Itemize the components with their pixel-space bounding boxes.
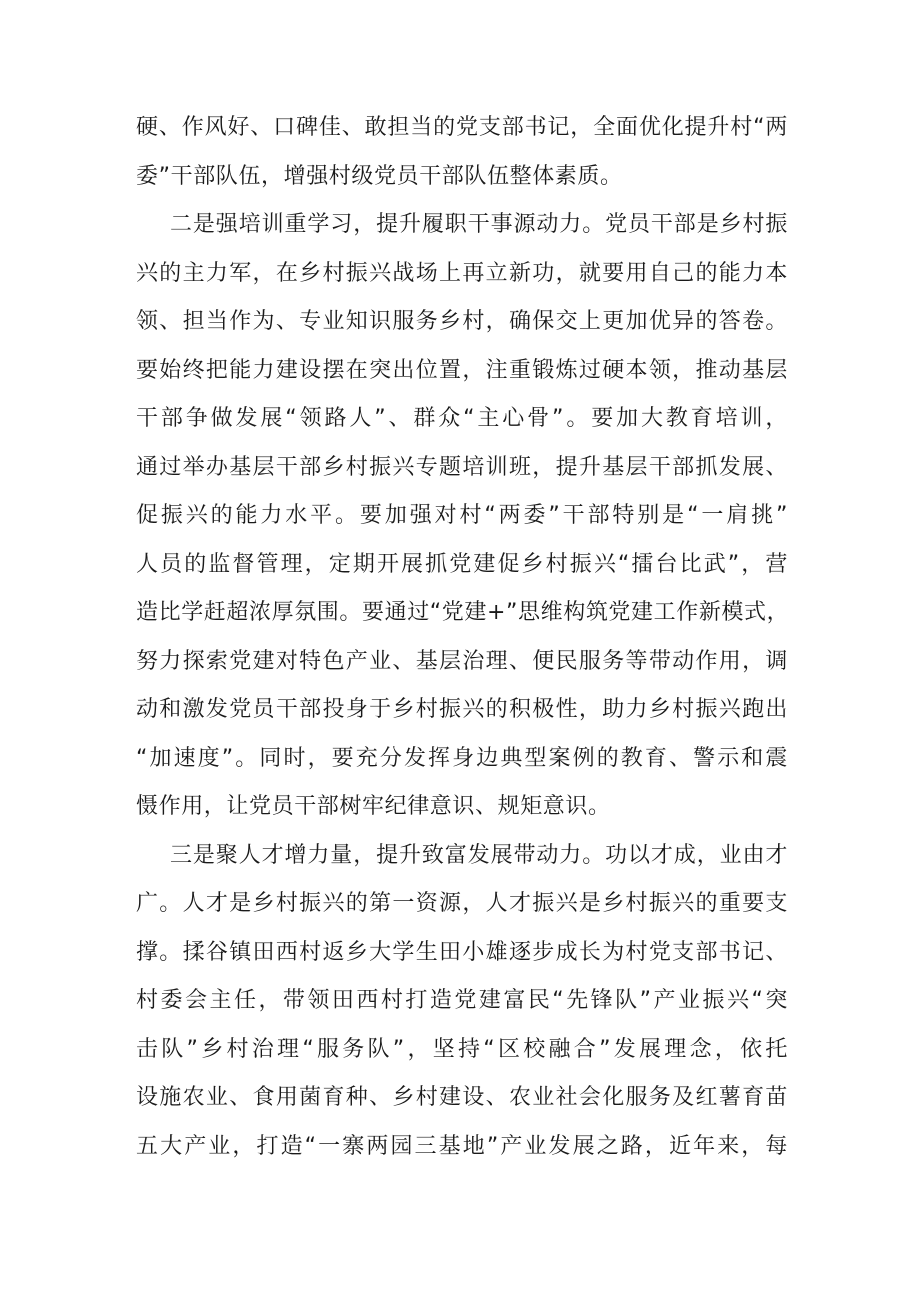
text-line: 硬、作风好、口碑佳、敢担当的党支部书记，全面优化提升村“两: [136, 115, 788, 140]
text-line: 二是强培训重学习，提升履职干事源动力。党员干部是乡村振: [170, 212, 788, 237]
text-line: 兴的主力军，在乡村振兴战场上再立新功，就要用自己的能力本: [136, 260, 788, 286]
text-line: 通过举办基层干部乡村振兴专题培训班，提升基层干部抓发展、: [136, 454, 788, 480]
document-body: [136, 104, 788, 1171]
text-line: 设施农业、食用菌育种、乡村建设、农业社会化服务及红薯育苗: [136, 1085, 788, 1110]
text-line: 干部争做发展“领路人”、群众“主心骨”。要加大教育培训，: [136, 406, 788, 431]
text-line: “加速度”。同时，要充分发挥身边典型案例的教育、警示和震: [136, 745, 788, 771]
text-line: 努力探索党建对特色产业、基层治理、便民服务等带动作用，调: [136, 648, 788, 674]
text-line: 领、担当作为、专业知识服务乡村，确保交上更加优异的答卷。: [136, 309, 788, 334]
text-line: 促振兴的能力水平。要加强对村“两委”干部特别是“一肩挑”: [136, 503, 788, 528]
text-line: 委”干部队伍，增强村级党员干部队伍整体素质。: [136, 163, 623, 189]
text-line: 撑。揉谷镇田西村返乡大学生田小雄逐步成长为村党支部书记、: [136, 939, 788, 965]
text-line: 造比学赶超浓厚氛围。要通过“党建+”思维构筑党建工作新模式，: [136, 600, 790, 625]
text-line: 慑作用，让党员干部树牢纪律意识、规矩意识。: [136, 794, 611, 819]
text-line: 广。人才是乡村振兴的第一资源，人才振兴是乡村振兴的重要支: [136, 891, 788, 916]
text-line: 动和激发党员干部投身于乡村振兴的积极性，助力乡村振兴跑出: [136, 697, 788, 722]
text-line: 五大产业，打造“一寨两园三基地”产业发展之路，近年来，每: [136, 1133, 788, 1159]
text-line: 三是聚人才增力量，提升致富发展带动力。功以才成，业由才: [170, 842, 788, 868]
text-line: 人员的监督管理，定期开展抓党建促乡村振兴“擂台比武”，营: [136, 551, 788, 577]
text-line: 击队”乡村治理“服务队”，坚持“区校融合”发展理念，依托: [136, 1036, 788, 1062]
text-line: 要始终把能力建设摆在突出位置，注重锻炼过硬本领，推动基层: [136, 357, 788, 383]
text-line: 村委会主任，带领田西村打造党建富民“先锋队”产业振兴“突: [136, 988, 788, 1013]
